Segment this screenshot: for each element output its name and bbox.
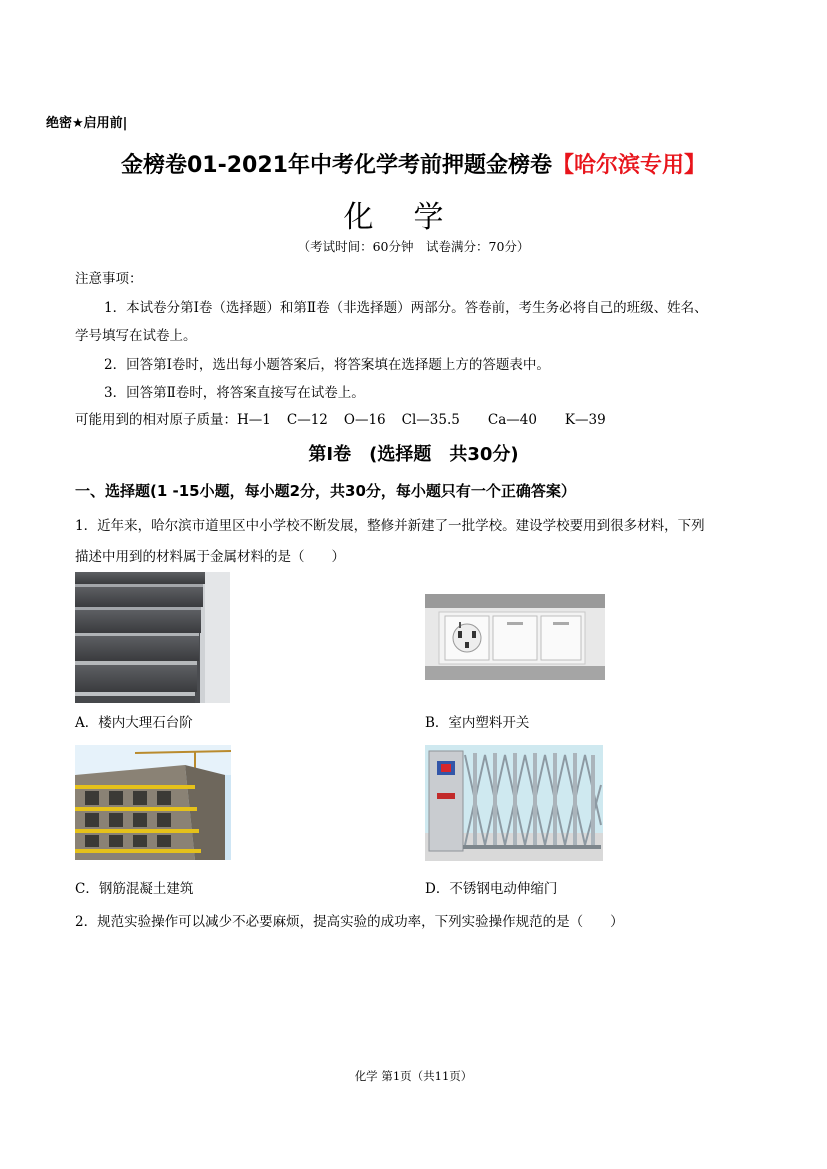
option-c-image bbox=[75, 745, 231, 860]
option-b-image bbox=[425, 594, 605, 680]
plastic-switch-image bbox=[425, 594, 605, 680]
atomic-mass: C—12 bbox=[286, 412, 328, 428]
question-2-line1: 2．规范实验操作可以减少不必要麻烦，提高实验的成功率，下列实验操作规范的是（ ） bbox=[75, 914, 624, 930]
steel-gate-image bbox=[425, 745, 603, 861]
option-c-label: C．钢筋混凝土建筑 bbox=[75, 881, 194, 897]
section-title: 一、选择题(1 -15小题，每小题2分，共30分，每小题只有一个正确答案） bbox=[75, 482, 576, 500]
page-footer: 化学 第1页（共11页） bbox=[354, 1069, 473, 1083]
option-a-label: A．楼内大理石台阶 bbox=[75, 715, 193, 731]
exam-info: （考试时间：60分钟 试卷满分：70分） bbox=[297, 239, 530, 254]
title-main: 金榜卷01-2021年中考化学考前押题金榜卷 bbox=[121, 153, 552, 178]
atomic-masses-label: 可能用到的相对原子质量： bbox=[75, 412, 237, 428]
atomic-mass: Cl—35.5 bbox=[401, 412, 460, 428]
option-d-label: D．不锈钢电动伸缩门 bbox=[425, 881, 558, 897]
part1-title: 第Ⅰ卷 (选择题 共30分) bbox=[308, 444, 519, 465]
paper-title bbox=[0, 148, 827, 179]
option-d-image bbox=[425, 745, 603, 861]
subject-title: 化学 bbox=[343, 200, 484, 235]
option-a-image bbox=[75, 572, 230, 703]
marble-stairs-image bbox=[75, 572, 230, 703]
note-item-3: 3．回答第Ⅱ卷时，将答案直接写在试卷上。 bbox=[104, 385, 365, 401]
atomic-mass: H—1 bbox=[237, 412, 271, 428]
question-1-line2: 描述中用到的材料属于金属材料的是（ ） bbox=[75, 549, 345, 565]
notes-heading: 注意事项： bbox=[75, 271, 143, 287]
question-1-line1: 1．近年来，哈尔滨市道里区中小学校不断发展，整修并新建了一批学校。建设学校要用到很多材料，下列 bbox=[75, 518, 705, 534]
note-item-2: 2．回答第Ⅰ卷时，选出每小题答案后，将答案填在选择题上方的答题表中。 bbox=[104, 357, 550, 373]
secret-mark: 绝密★启用前| bbox=[46, 116, 128, 131]
atomic-masses bbox=[75, 408, 606, 428]
note-item-1-cont: 学号填写在试卷上。 bbox=[75, 328, 197, 344]
note-item-1: 1．本试卷分第Ⅰ卷（选择题）和第Ⅱ卷（非选择题）两部分。答卷前，考生务必将自己的班级、姓名、 bbox=[104, 300, 708, 316]
title-tag: 【哈尔滨专用】 bbox=[551, 153, 706, 178]
atomic-mass: Ca—40 bbox=[487, 412, 537, 428]
atomic-mass: K—39 bbox=[564, 412, 606, 428]
atomic-mass: O—16 bbox=[343, 412, 386, 428]
concrete-building-image bbox=[75, 745, 231, 860]
option-b-label: B．室内塑料开关 bbox=[425, 715, 530, 731]
